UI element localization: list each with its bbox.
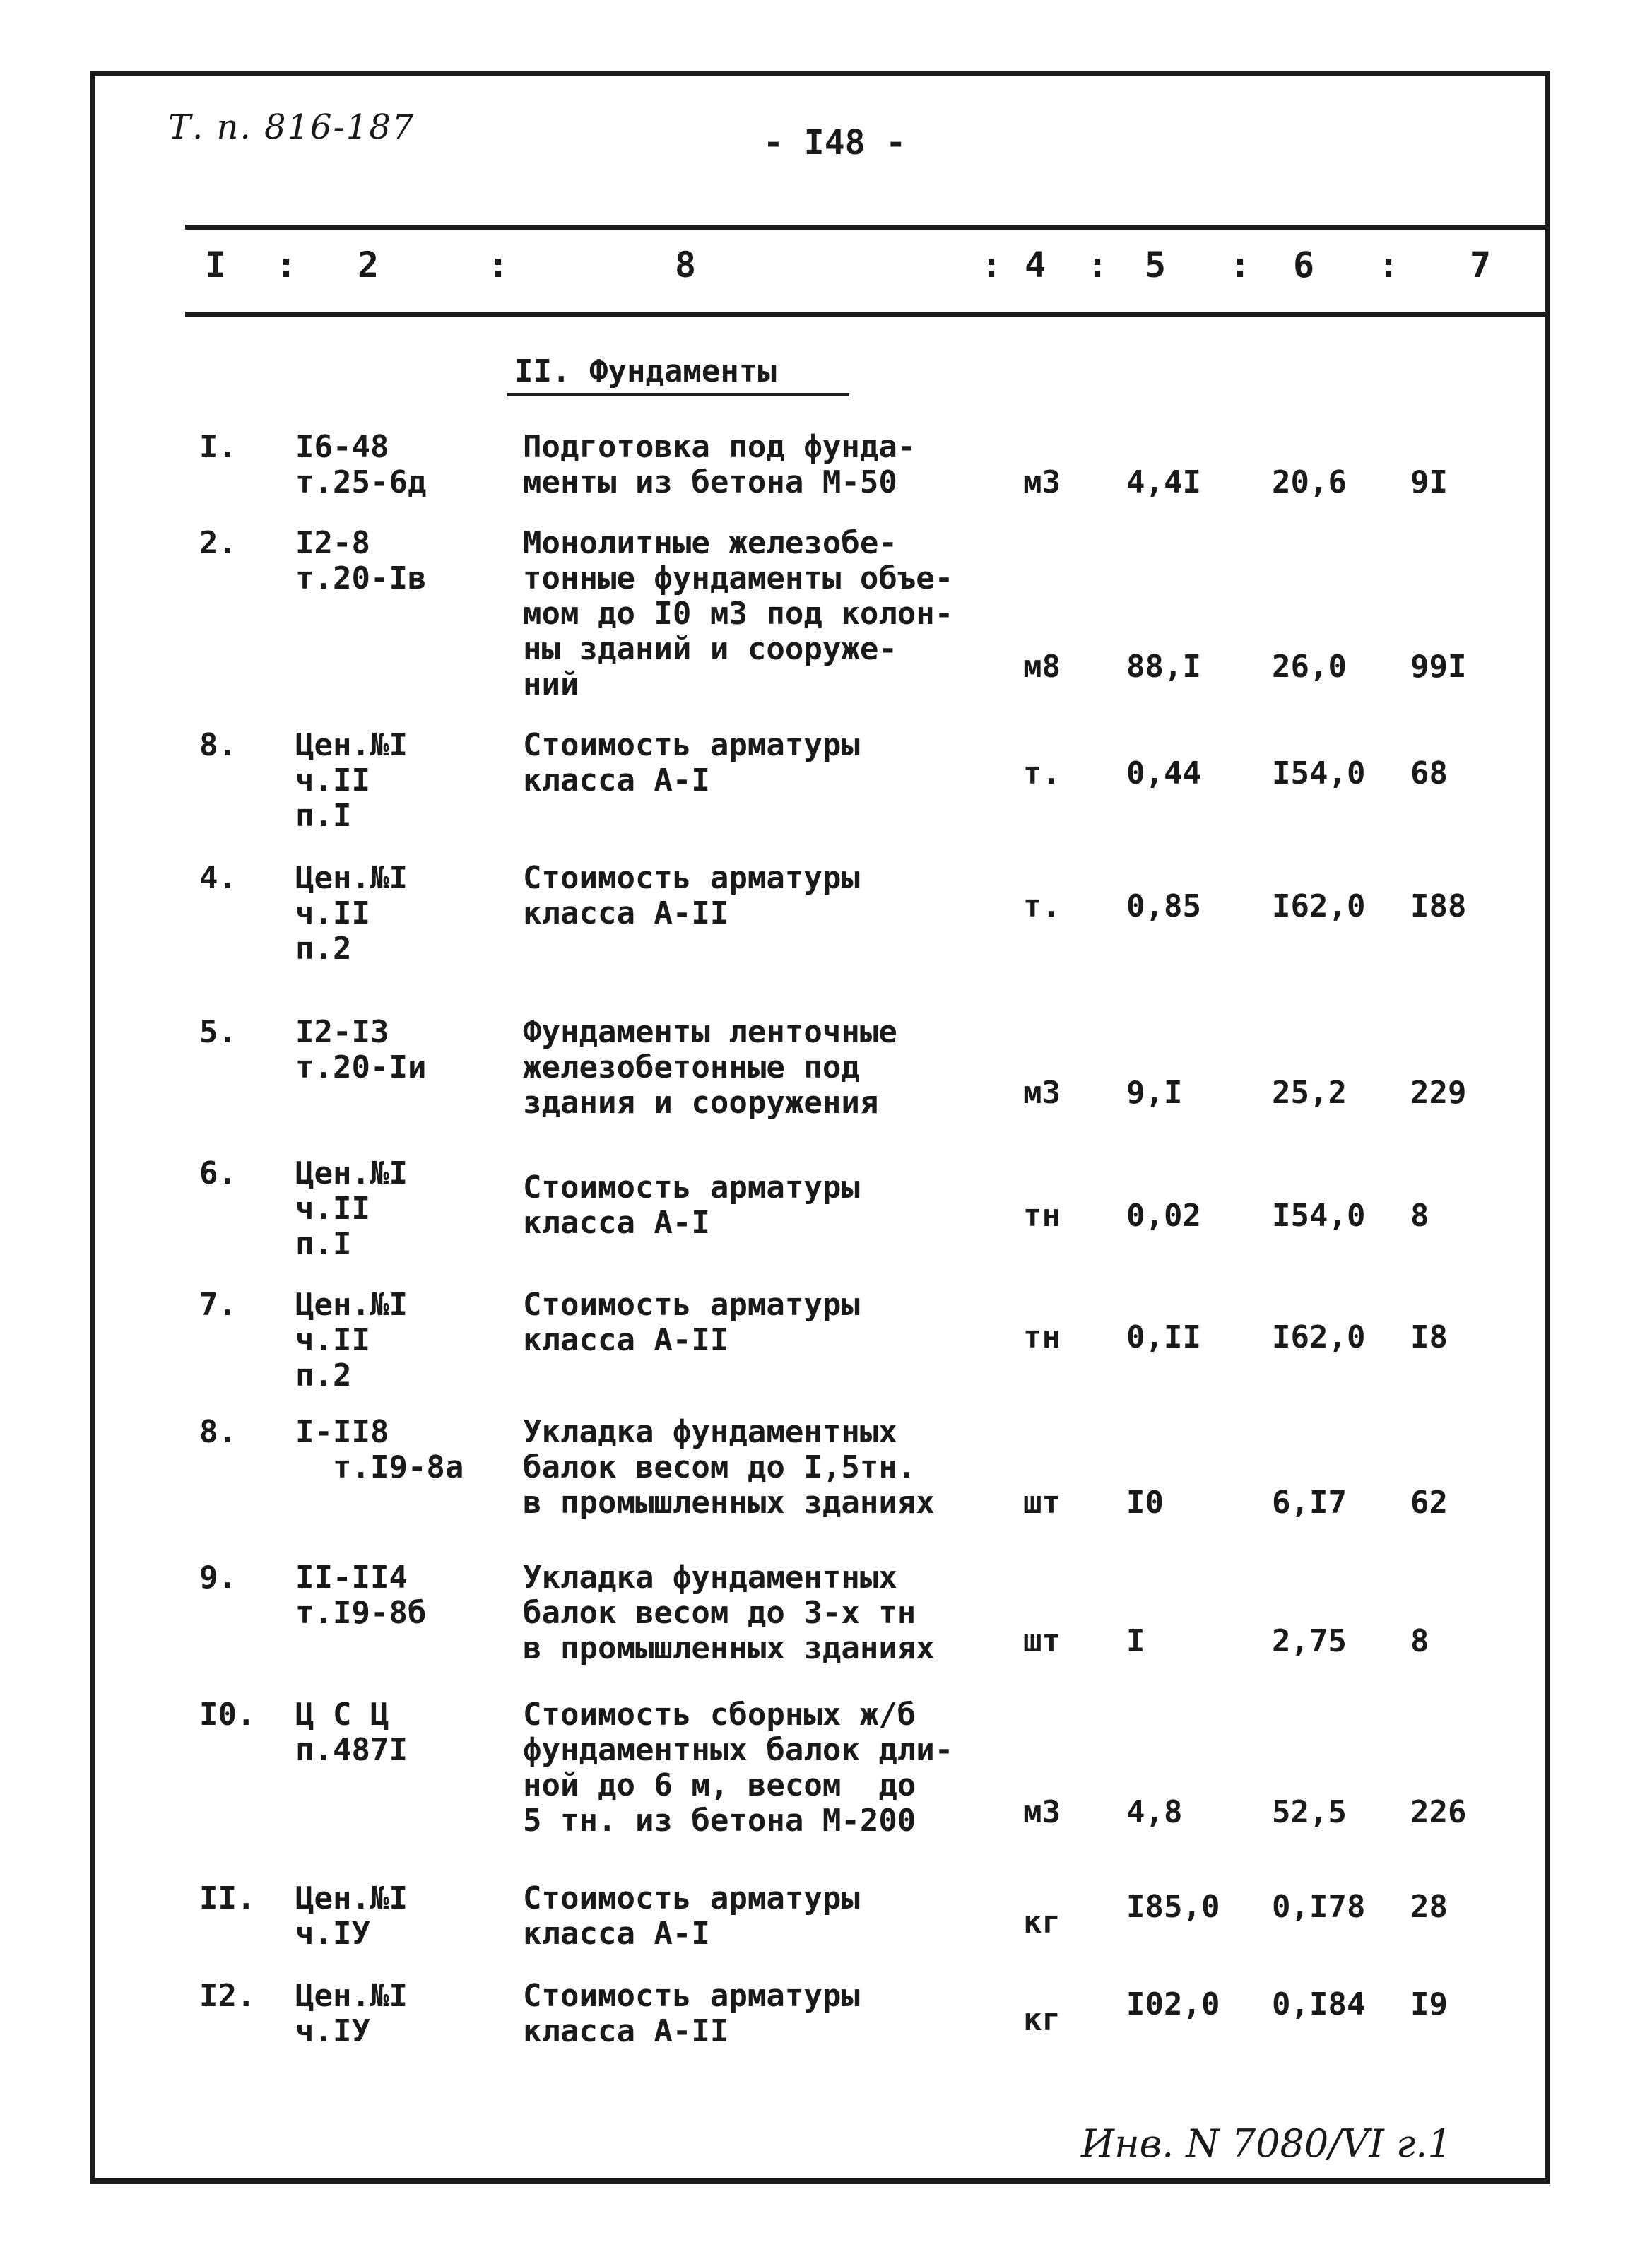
work-description: Стоимость арматуры класса А-I [523,727,860,799]
header-sep: : [276,244,297,285]
total-cost: 8 [1410,1198,1429,1234]
unit-price: I54,0 [1272,1198,1366,1234]
row-number: I. [199,429,237,465]
unit-price: 52,5 [1272,1794,1347,1830]
work-description: Стоимость арматуры класса А-II [523,1978,860,2049]
row-number: I2. [199,1978,256,2014]
row-number: 7. [199,1287,237,1323]
norm-code: Цен.№I ч.II п.I [295,727,408,834]
document-code: Т. п. 816-187 [168,107,415,147]
unit: т. [1023,888,1061,924]
header-col-4: 4 [1025,244,1046,285]
norm-code: I-II8 т.I9-8а [295,1414,464,1485]
unit: м3 [1023,1075,1061,1111]
norm-code: Цен.№I ч.IУ [295,1880,408,1952]
unit-price: I62,0 [1272,1319,1366,1355]
row-number: 8. [199,727,237,763]
quantity: 0,44 [1126,755,1201,791]
norm-code: I2-I3 т.20-Iи [295,1014,427,1085]
norm-code: II-II4 т.I9-8б [295,1560,427,1631]
total-cost: 62 [1410,1485,1448,1521]
unit-price: 6,I7 [1272,1485,1347,1521]
header-col-5: 5 [1145,244,1167,285]
work-description: Стоимость арматуры класса А-I [523,1169,860,1241]
unit-price: 0,I78 [1272,1889,1366,1925]
unit: кг [1023,1904,1061,1940]
header-col-3: 8 [675,244,697,285]
quantity: 88,I [1126,649,1201,685]
work-description: Фундаменты ленточные железобетонные под здания и сооружения [523,1014,897,1121]
header-col-7: 7 [1470,244,1492,285]
quantity: 0,II [1126,1319,1201,1355]
quantity: 0,02 [1126,1198,1201,1234]
unit-price: 25,2 [1272,1075,1347,1111]
work-description: Укладка фундаментных балок весом до I,5тн. в промышленных зданиях [523,1414,935,1521]
unit-price: 20,6 [1272,464,1347,500]
total-cost: 28 [1410,1889,1448,1925]
page-frame [90,71,1550,2184]
page-number: - I48 - [763,123,907,163]
unit: шт [1023,1485,1061,1521]
inventory-number: Инв. N 7080/VI г.1 [1081,2121,1452,2166]
header-sep: : [981,244,1003,285]
quantity: 9,I [1126,1075,1183,1111]
total-cost: 226 [1410,1794,1467,1830]
unit: м8 [1023,649,1061,685]
header-col-6: 6 [1293,244,1315,285]
quantity: I02,0 [1126,1986,1220,2022]
quantity: 4,4I [1126,464,1201,500]
header-col-2: 2 [358,244,379,285]
unit: тн [1023,1198,1061,1234]
unit: м3 [1023,464,1061,500]
total-cost: I88 [1410,888,1467,924]
work-description: Стоимость сборных ж/б фундаментных балок дли- ной до 6 м, весом до 5 тн. из бетона М-200 [523,1697,954,1839]
row-number: 2. [199,525,237,561]
total-cost: I8 [1410,1319,1448,1355]
work-description: Стоимость арматуры класса А-II [523,860,860,931]
row-number: I0. [199,1697,256,1733]
row-number: 4. [199,860,237,896]
unit-price: 2,75 [1272,1623,1347,1659]
unit: м3 [1023,1794,1061,1830]
total-cost: 9I [1410,464,1448,500]
total-cost: I9 [1410,1986,1448,2022]
work-description: Стоимость арматуры класса А-I [523,1880,860,1952]
section-title: II. Фундаменты [514,353,777,389]
header-rule-bottom [185,312,1550,317]
unit: шт [1023,1623,1061,1659]
row-number: 6. [199,1155,237,1191]
header-sep: : [1378,244,1400,285]
section-underline [507,393,849,396]
work-description: Укладка фундаментных балок весом до 3-х тн в промышленных зданиях [523,1560,935,1666]
norm-code: I2-8 т.20-Iв [295,525,427,596]
norm-code: Цен.№I ч.II п.I [295,1155,408,1262]
row-number: II. [199,1880,256,1916]
norm-code: I6-48 т.25-6д [295,429,427,500]
norm-code: Цен.№I ч.II п.2 [295,860,408,967]
header-rule-top [185,225,1550,230]
total-cost: 8 [1410,1623,1429,1659]
header-sep: : [1087,244,1109,285]
unit-price: 0,I84 [1272,1986,1366,2022]
unit-price: I62,0 [1272,888,1366,924]
work-description: Стоимость арматуры класса А-II [523,1287,860,1358]
quantity: 0,85 [1126,888,1201,924]
row-number: 5. [199,1014,237,1050]
total-cost: 229 [1410,1075,1467,1111]
unit-price: I54,0 [1272,755,1366,791]
unit: кг [1023,2002,1061,2038]
unit-price: 26,0 [1272,649,1347,685]
work-description: Монолитные железобе- тонные фундаменты объе- мом до I0 м3 под колон- ны зданий и сооруже- ний [523,525,954,702]
quantity: I85,0 [1126,1889,1220,1925]
total-cost: 99I [1410,649,1467,685]
work-description: Подготовка под фунда- менты из бетона М-50 [523,429,916,500]
row-number: 8. [199,1414,237,1450]
norm-code: Цен.№I ч.IУ [295,1978,408,2049]
row-number: 9. [199,1560,237,1596]
unit: т. [1023,755,1061,791]
total-cost: 68 [1410,755,1448,791]
unit: тн [1023,1319,1061,1355]
norm-code: Цен.№I ч.II п.2 [295,1287,408,1393]
quantity: I [1126,1623,1145,1659]
header-col-1: I [205,244,227,285]
quantity: 4,8 [1126,1794,1183,1830]
header-sep: : [1229,244,1251,285]
norm-code: Ц С Ц п.487I [295,1697,408,1768]
quantity: I0 [1126,1485,1164,1521]
header-sep: : [488,244,509,285]
